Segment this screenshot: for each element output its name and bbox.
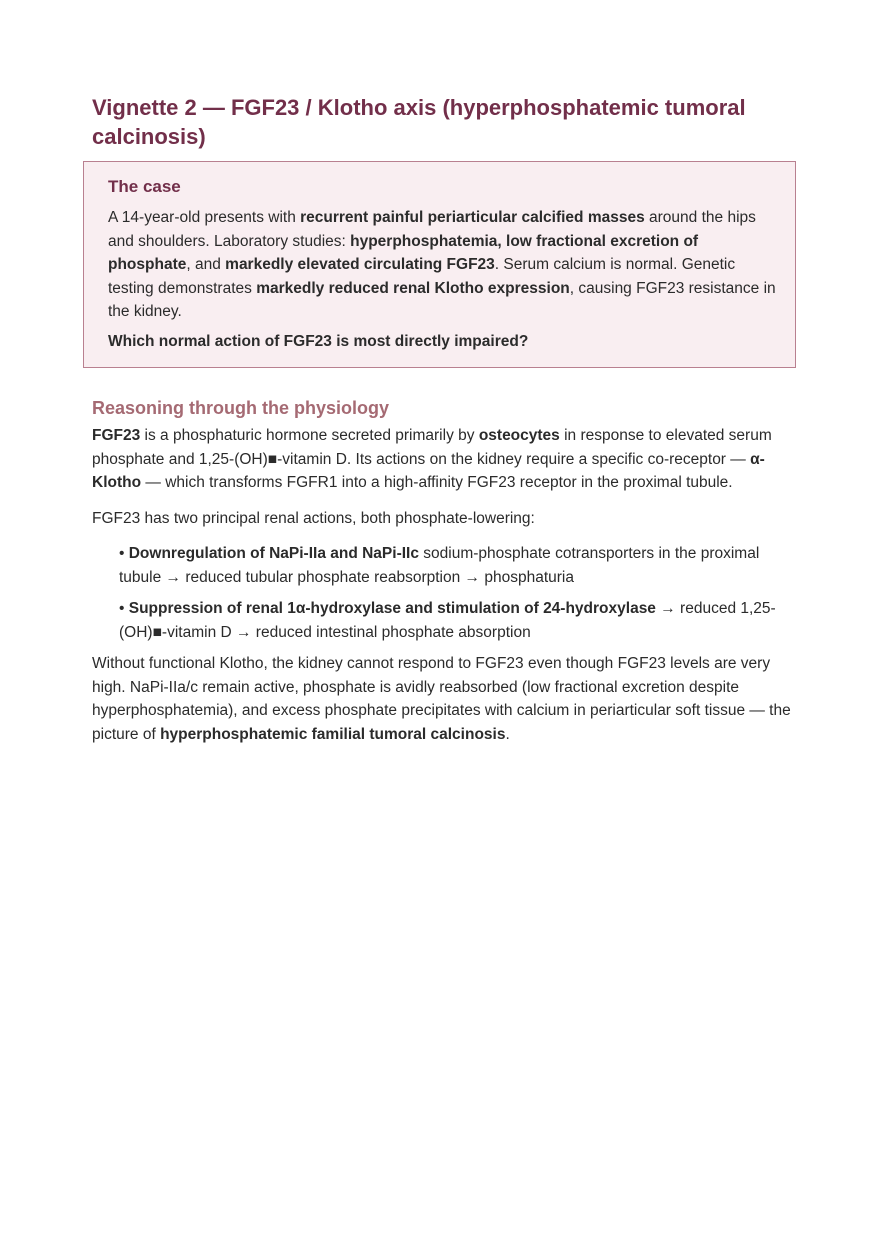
case-text-2: around the hips and shoulders. Laboratory studies:	[108, 209, 756, 250]
p1-bold-2: osteocytes	[478, 427, 560, 444]
bullet-1-text: sodium-phosphate cotransporters in the proximal tubule → reduced tubular phosphate reabsorption → phosphaturia	[119, 545, 760, 586]
list-item	[119, 597, 797, 644]
p1-text-2: in response to elevated serum phosphate and 1,25-(OH)■-vitamin D. Its actions on the kidney require a specific co-receptor —	[92, 427, 772, 468]
page-title: Vignette 2 — FGF23 / Klotho axis (hyperphosphatemic tumoral calcinosis)	[92, 95, 746, 149]
list-item	[119, 542, 797, 589]
p1-text-1: is a phosphaturic hormone secreted primarily by	[140, 427, 479, 444]
bullet-marker: •	[119, 545, 129, 562]
reasoning-paragraph-1	[92, 424, 797, 495]
bullet-marker: •	[119, 600, 129, 617]
case-heading: The case	[108, 177, 181, 196]
case-bold-1: recurrent painful periarticular calcified masses	[300, 209, 645, 226]
case-box	[83, 161, 796, 368]
p3-text-1: Without functional Klotho, the kidney cannot respond to FGF23 even though FGF23 levels are very high. NaPi-IIa/c remain active, phosphate is avidly reabsorbed (low fractional excretion despite hyperphosphatemia), and excess phosphate precipitates with calcium in periarticular soft tissue — the picture of	[92, 655, 791, 743]
case-question: Which normal action of FGF23 is most directly impaired?	[108, 332, 529, 350]
p3-bold-1: hyperphosphatemic familial tumoral calcinosis	[160, 725, 506, 743]
case-text-3: , and	[186, 256, 226, 273]
reasoning-heading: Reasoning through the physiology	[92, 398, 389, 418]
p1-text-3: — which transforms FGFR1 into a high-affinity FGF23 receptor in the proximal tubule.	[141, 474, 733, 491]
case-text-1: A 14-year-old presents with	[108, 209, 301, 226]
case-bold-4: markedly reduced renal Klotho expression	[256, 279, 570, 297]
renal-actions-list	[119, 542, 797, 644]
case-bold-2: hyperphosphatemia, low fractional excretion of phosphate	[108, 232, 699, 273]
case-text-4: . Serum calcium is normal. Genetic testing demonstrates	[108, 256, 736, 297]
bullet-2-bold: Suppression of renal 1α-hydroxylase and stimulation of 24-hydroxylase	[128, 600, 656, 617]
p3-text-2: .	[505, 725, 510, 743]
case-text-5: , causing FGF23 resistance in the kidney.	[108, 279, 776, 320]
case-bold-3: markedly elevated circulating FGF23	[225, 256, 495, 273]
document-page	[92, 93, 797, 746]
reasoning-paragraph-3	[92, 652, 797, 746]
case-description	[108, 206, 777, 324]
reasoning-paragraph-2: FGF23 has two principal renal actions, both phosphate-lowering:	[92, 509, 535, 527]
bullet-1-bold: Downregulation of NaPi-IIa and NaPi-IIc	[128, 545, 419, 562]
p1-bold-1: FGF23	[92, 427, 141, 444]
p1-bold-3: α-Klotho	[92, 450, 765, 491]
bullet-2-text: → reduced 1,25-(OH)■-vitamin D → reduced intestinal phosphate absorption	[119, 600, 776, 641]
